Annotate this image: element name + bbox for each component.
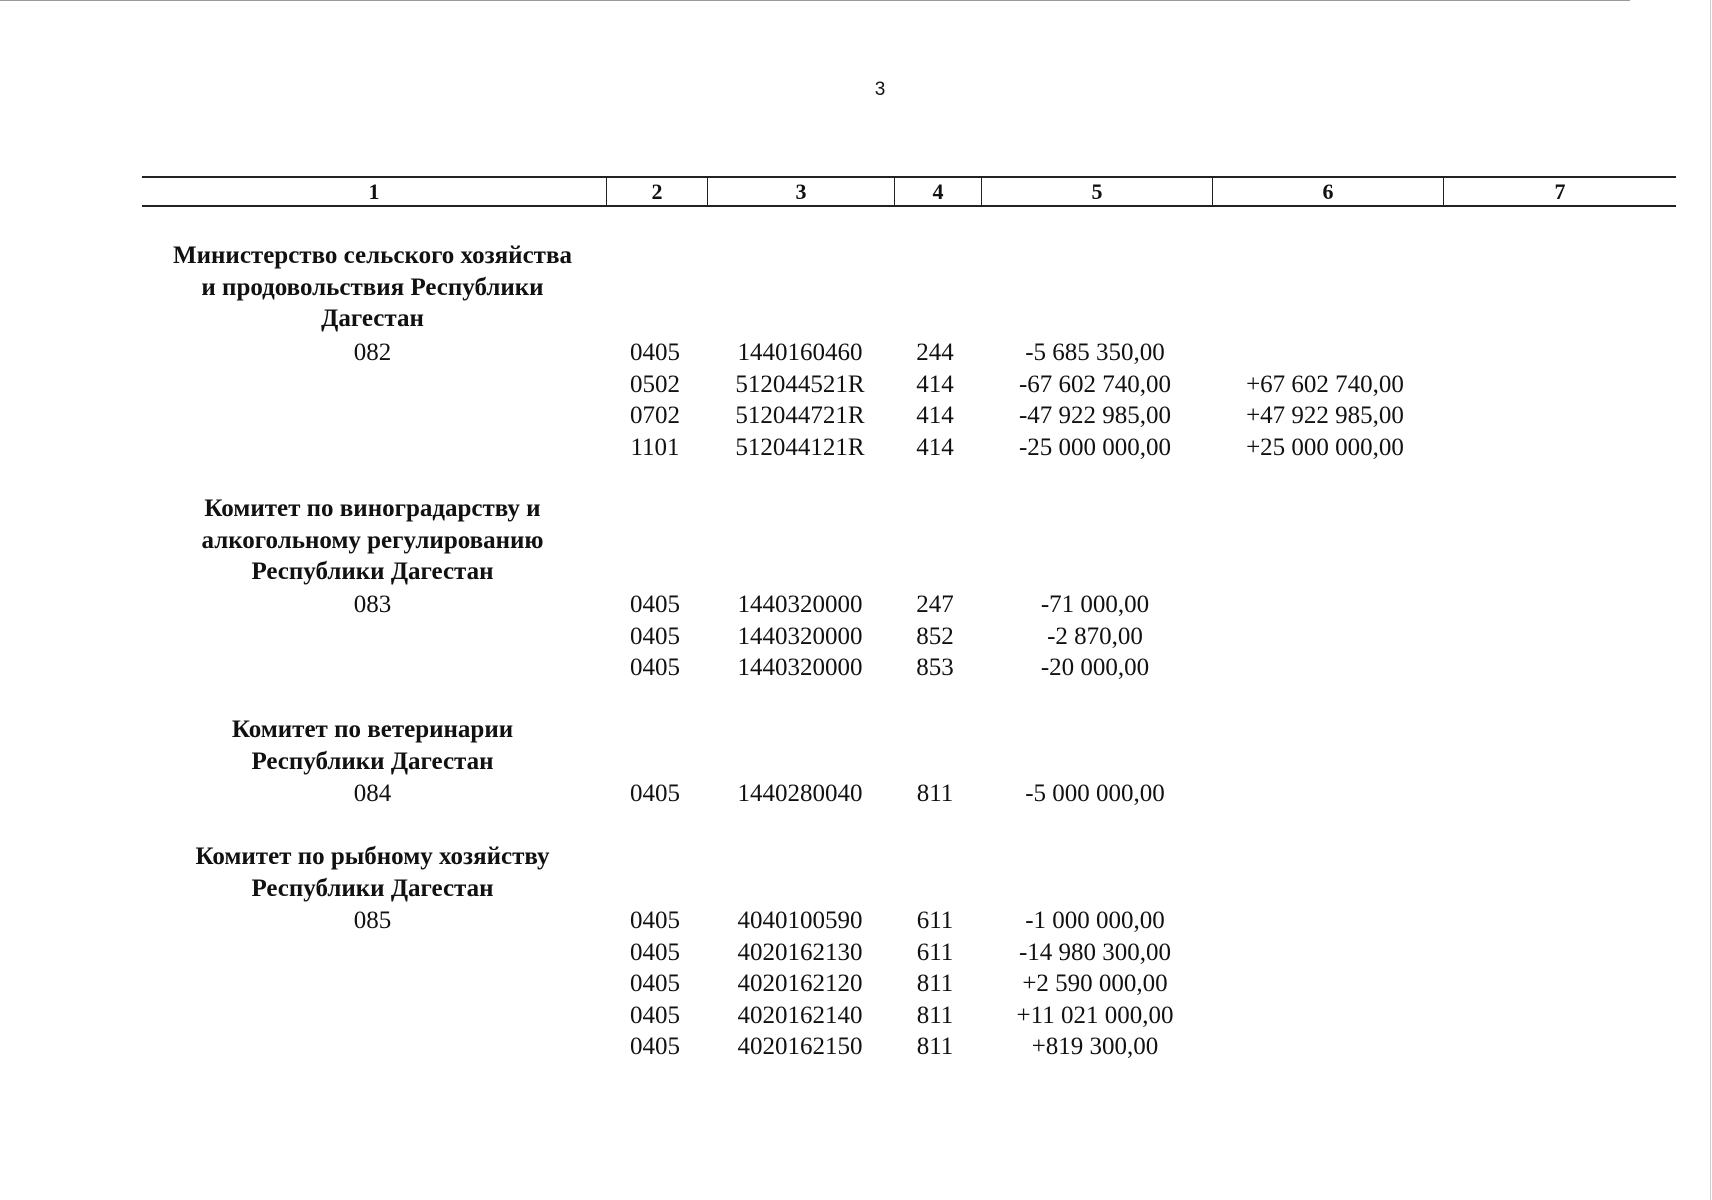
org-name-line: Комитет по виноградарству и — [204, 495, 541, 522]
header-col-6: 6 — [1213, 178, 1444, 205]
amount-change: -1 000 000,00 — [1025, 907, 1165, 934]
header-col-7: 7 — [1554, 178, 1566, 204]
table-row — [0, 905, 1712, 936]
target-article-code: 1440280040 — [737, 780, 863, 807]
amount-change: -5 685 350,00 — [1025, 339, 1165, 366]
section-code: 0405 — [630, 970, 680, 997]
section-code: 0405 — [630, 907, 680, 934]
table-row — [0, 337, 1712, 368]
org-name — [145, 493, 600, 588]
amount-change: +11 021 000,00 — [1016, 1001, 1174, 1029]
target-article-code: 1440320000 — [737, 591, 863, 618]
expense-type-code: 811 — [916, 970, 954, 997]
table-row — [0, 1031, 1712, 1062]
expense-type-code: 811 — [916, 780, 954, 807]
table-row — [0, 778, 1712, 809]
org-name-line: Республики Дагестан — [251, 558, 494, 585]
scan-edge-top — [0, 0, 1630, 1]
org-name-line: и продовольствия Республики — [201, 273, 544, 301]
admin-code: 083 — [353, 591, 392, 618]
header-col-5: 5 — [982, 178, 1213, 205]
target-article-code: 4020162150 — [737, 1033, 863, 1060]
expense-type-code: 414 — [916, 402, 954, 429]
expense-type-code: 414 — [916, 370, 954, 398]
target-article-code: 4020162140 — [737, 1001, 863, 1029]
table-row — [0, 621, 1712, 652]
org-name-line: алкогольному регулированию — [201, 526, 544, 554]
section-code: 0405 — [630, 591, 680, 618]
org-name-line: Республики Дагестан — [251, 874, 494, 902]
target-article-code: 512044521R — [735, 370, 865, 398]
table-row — [0, 652, 1712, 683]
section-code: 0405 — [630, 1033, 680, 1060]
expense-type-code: 611 — [916, 938, 954, 966]
amount-change: -47 922 985,00 — [1018, 402, 1172, 429]
header-col-3: 3 — [708, 178, 895, 205]
expense-type-code: 853 — [916, 654, 954, 681]
header-col-1: 1 — [142, 178, 607, 205]
target-article-code: 4020162120 — [737, 970, 863, 997]
target-article-code: 512044721R — [735, 402, 865, 429]
expense-type-code: 811 — [916, 1001, 954, 1029]
org-name — [145, 841, 600, 904]
amount-change-col6: +67 602 740,00 — [1246, 370, 1404, 398]
org-name-line: Комитет по ветеринарии — [231, 716, 514, 743]
header-col-4: 4 — [895, 178, 982, 205]
section-code: 0405 — [630, 654, 680, 681]
target-article-code: 512044121R — [735, 433, 865, 461]
table-row — [0, 589, 1712, 620]
table-row — [0, 369, 1712, 400]
table-row — [0, 432, 1712, 463]
target-article-code: 4020162130 — [737, 938, 863, 966]
header-col-2: 2 — [607, 178, 708, 205]
amount-change: +2 590 000,00 — [1022, 970, 1168, 997]
admin-code: 085 — [353, 907, 392, 934]
org-name-line: Министерство сельского хозяйства — [173, 242, 572, 269]
section-code: 0502 — [630, 370, 680, 398]
expense-type-code: 611 — [916, 907, 954, 934]
section-code: 0702 — [630, 402, 680, 429]
expense-type-code: 811 — [916, 1033, 954, 1060]
table-row — [0, 968, 1712, 999]
expense-type-code: 247 — [916, 591, 954, 618]
table-row — [0, 400, 1712, 431]
org-name — [145, 714, 600, 777]
amount-change: -14 980 300,00 — [1018, 938, 1172, 966]
org-name-line: Республики Дагестан — [251, 747, 494, 775]
section-code: 0405 — [630, 938, 680, 966]
target-article-code: 4040100590 — [737, 907, 863, 934]
section-code: 1101 — [630, 433, 680, 461]
amount-change: -2 870,00 — [1047, 622, 1143, 650]
target-article-code: 1440320000 — [737, 654, 863, 681]
section-code: 0405 — [630, 339, 680, 366]
section-code: 0405 — [630, 622, 680, 650]
amount-change-col6: +25 000 000,00 — [1246, 433, 1404, 461]
table-header — [142, 176, 1676, 207]
expense-type-code: 414 — [916, 433, 954, 461]
org-name — [145, 240, 600, 335]
amount-change: -67 602 740,00 — [1018, 370, 1172, 398]
table-row — [0, 1000, 1712, 1031]
page-number: 3 — [874, 79, 886, 100]
expense-type-code: 852 — [916, 622, 954, 650]
org-name-line: Дагестан — [321, 305, 424, 332]
section-code: 0405 — [630, 780, 680, 807]
admin-code: 084 — [353, 780, 392, 807]
amount-change: -25 000 000,00 — [1018, 433, 1172, 461]
amount-change: -5 000 000,00 — [1025, 780, 1165, 807]
amount-change: -20 000,00 — [1040, 654, 1150, 681]
target-article-code: 1440160460 — [737, 339, 863, 366]
org-name-line: Комитет по рыбному хозяйству — [195, 843, 550, 870]
amount-change-col6: +47 922 985,00 — [1246, 402, 1404, 429]
target-article-code: 1440320000 — [737, 622, 863, 650]
admin-code: 082 — [353, 339, 392, 366]
amount-change: -71 000,00 — [1040, 591, 1150, 618]
section-code: 0405 — [630, 1001, 680, 1029]
amount-change: +819 300,00 — [1031, 1033, 1159, 1060]
expense-type-code: 244 — [916, 339, 954, 366]
table-row — [0, 937, 1712, 968]
